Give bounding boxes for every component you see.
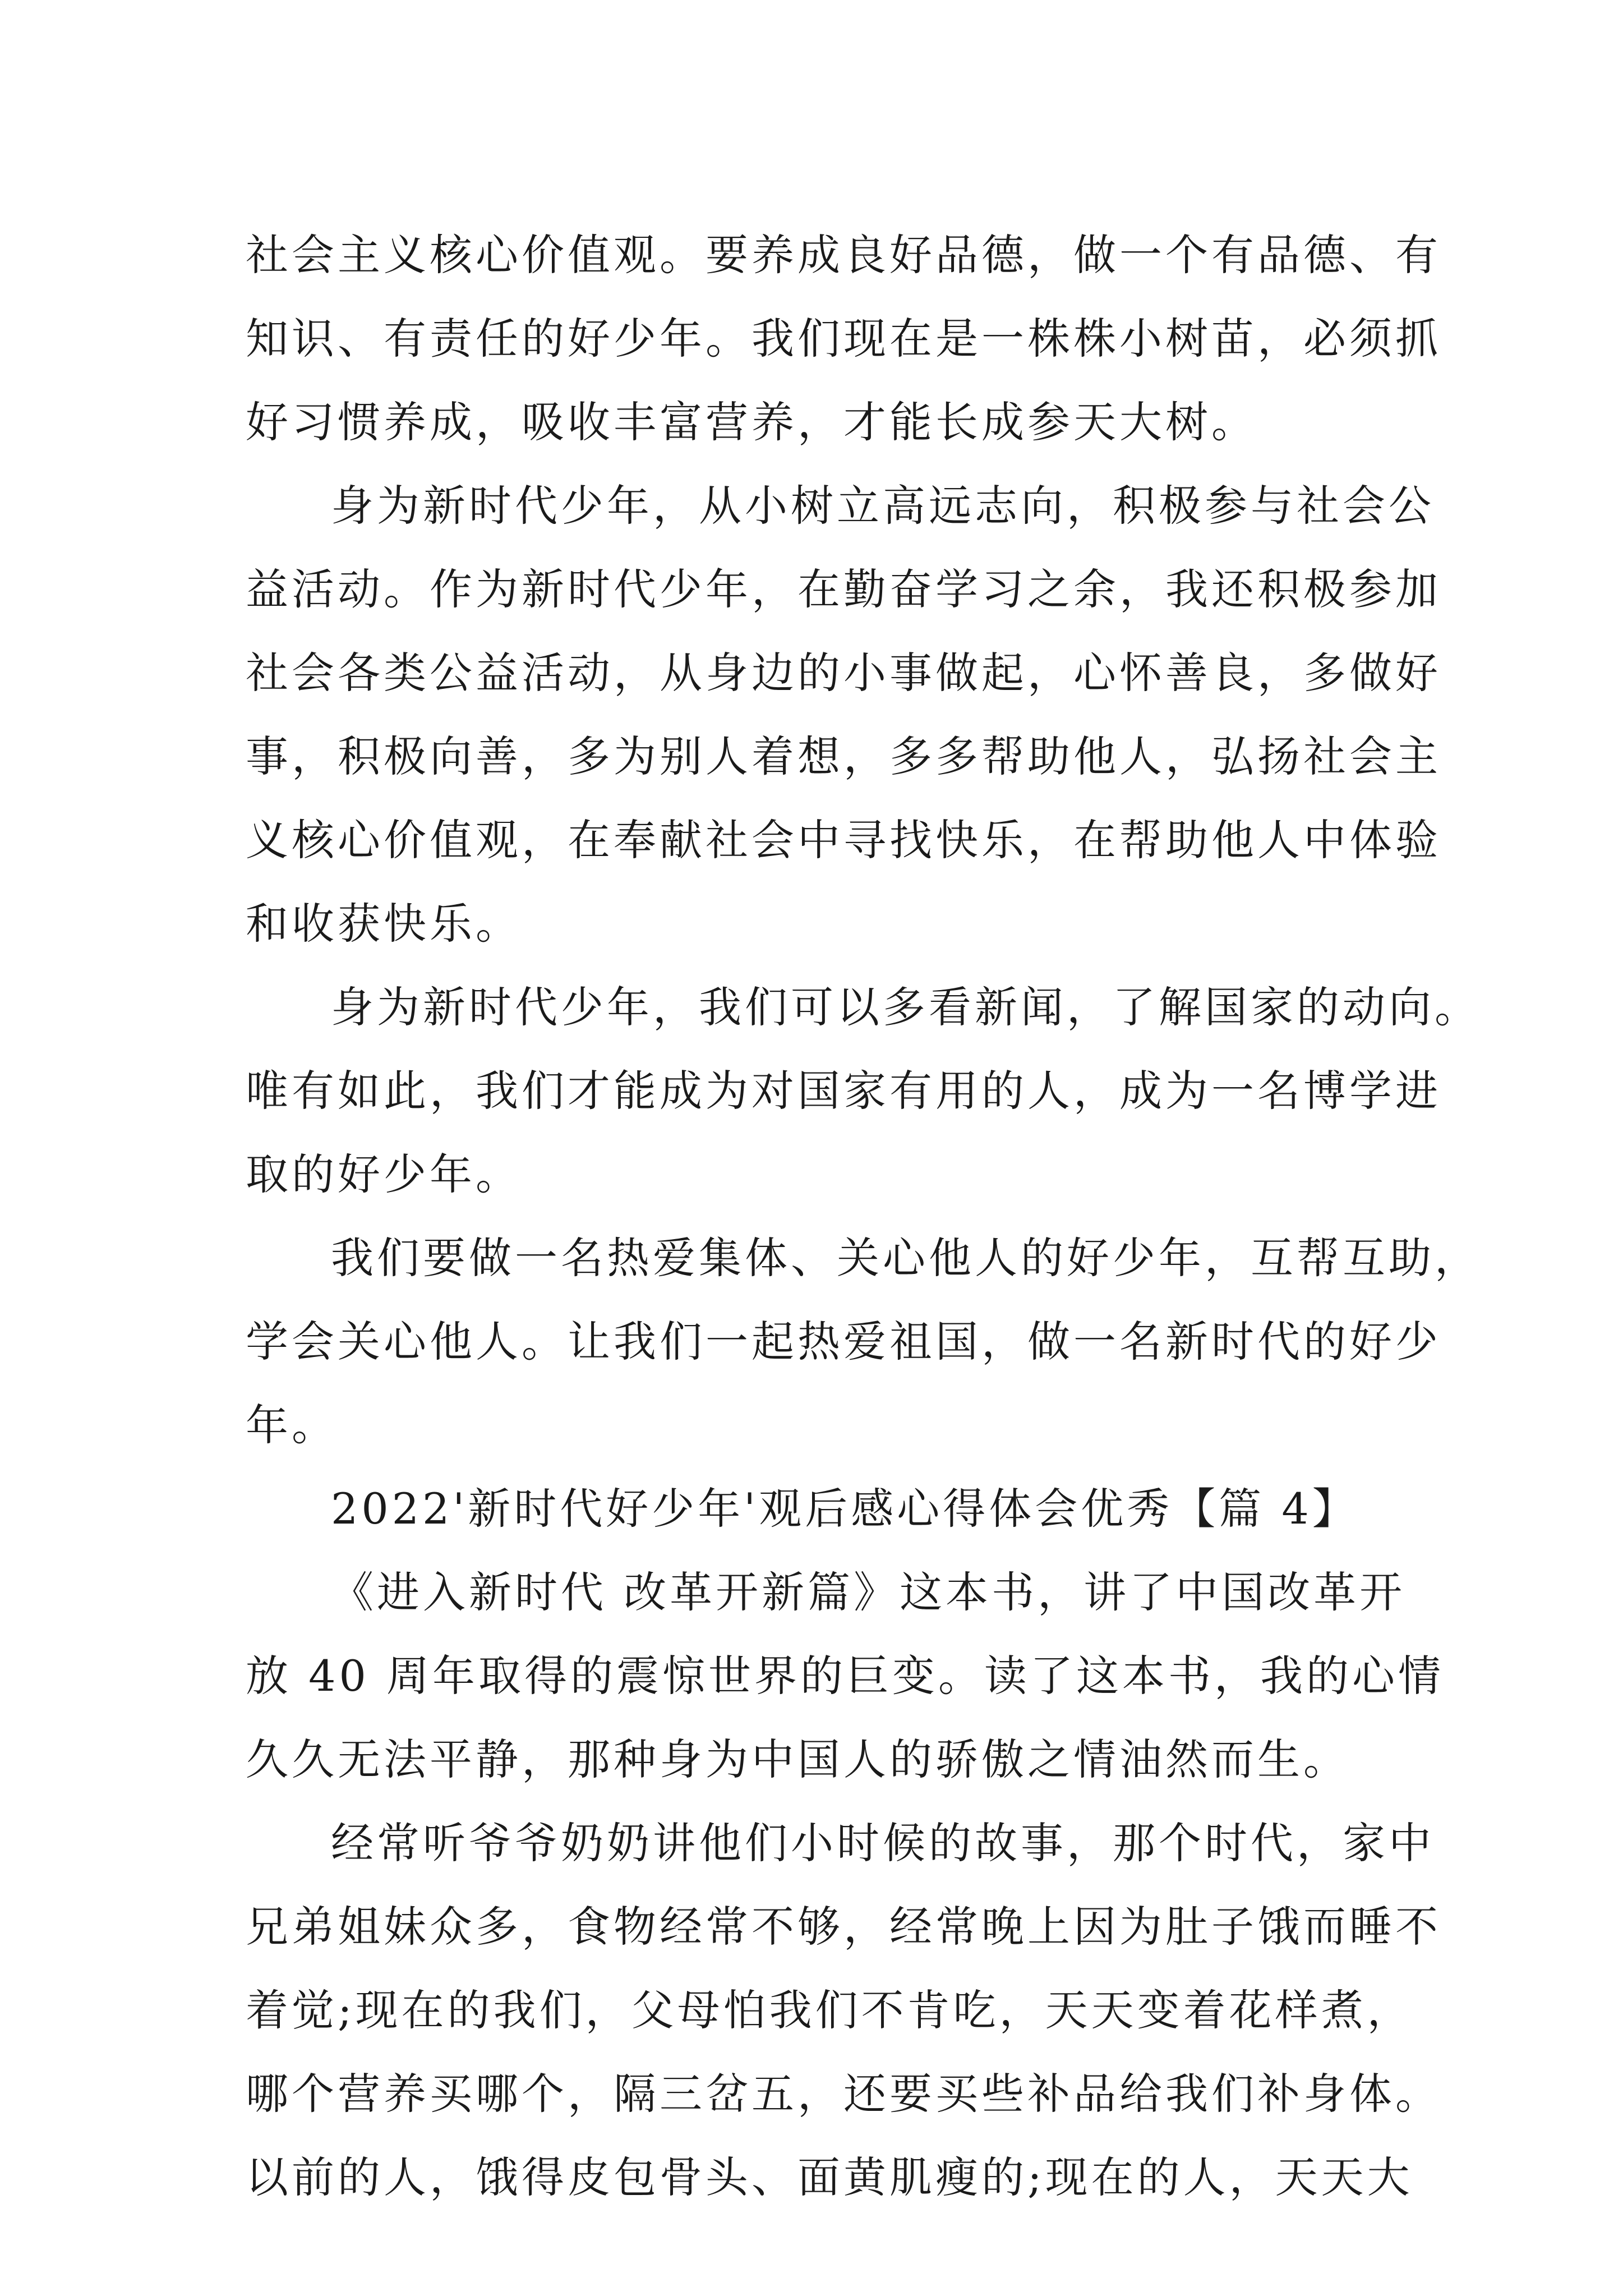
text-line: 社会主义核心价值观。要养成良好品德，做一个有品德、有 [246,230,1441,280]
text-line: 唯有如此，我们才能成为对国家有用的人，成为一名博学进 [246,1066,1441,1116]
text-line: 和收获快乐。 [246,899,522,949]
text-line: 哪个营养买哪个，隔三岔五，还要买些补品给我们补身体。 [246,2069,1441,2119]
paragraph-start-line: 身为新时代少年，从小树立高远志向，积极参与社会公 [331,481,1435,531]
text-line: 事，积极向善，多为别人着想，多多帮助他人，弘扬社会主 [246,731,1441,781]
text-line: 义核心价值观，在奉献社会中寻找快乐，在帮助他人中体验 [246,815,1441,865]
text-line: 知识、有责任的好少年。我们现在是一株株小树苗，必须抓 [246,314,1441,364]
paragraph-start-line: 《进入新时代 改革开新篇》这本书，讲了中国改革开 [331,1567,1406,1617]
text-line: 社会各类公益活动，从身边的小事做起，心怀善良，多做好 [246,648,1441,698]
text-line: 兄弟姐妹众多，食物经常不够，经常晚上因为肚子饿而睡不 [246,1902,1441,1952]
body-text [246,213,1481,2219]
text-line: 久久无法平静，那种身为中国人的骄傲之情油然而生。 [246,1734,1349,1784]
text-line: 益活动。作为新时代少年，在勤奋学习之余，我还积极参加 [246,564,1441,614]
paragraph-start-line: 身为新时代少年，我们可以多看新闻，了解国家的动向。 [331,982,1481,1032]
text-line: 学会关心他人。让我们一起热爱祖国，做一名新时代的好少 [246,1317,1441,1366]
paragraph-start-line: 经常听爷爷奶奶讲他们小时候的故事，那个时代，家中 [331,1818,1435,1868]
text-line: 着觉;现在的我们，父母怕我们不肯吃，天天变着花样煮， [246,1985,1413,2035]
section-heading: 2022'新时代好少年'观后感心得体会优秀【篇 4】 [331,1484,1358,1534]
text-line: 放 40 周年取得的震惊世界的巨变。读了这本书，我的心情 [246,1651,1445,1701]
text-line: 年。 [246,1400,338,1450]
text-line: 以前的人，饿得皮包骨头、面黄肌瘦的;现在的人，天天大 [246,2152,1413,2202]
paragraph-start-line: 我们要做一名热爱集体、关心他人的好少年，互帮互助， [331,1233,1481,1283]
text-line: 好习惯养成，吸收丰富营养，才能长成参天大树。 [246,397,1257,447]
text-line: 取的好少年。 [246,1149,522,1199]
